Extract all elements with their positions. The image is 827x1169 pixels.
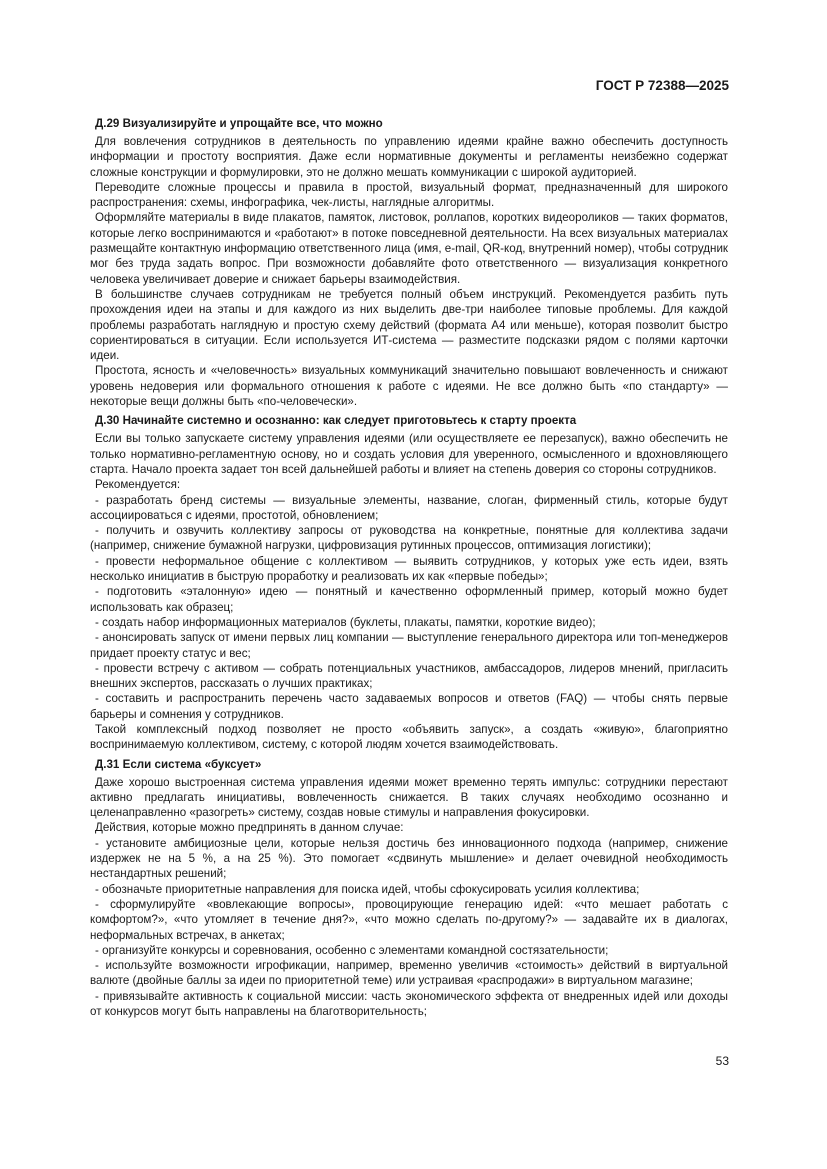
section-d30 (90, 413, 728, 752)
paragraph: В большинстве случаев сотрудникам не требуется полный объем инструкций. Рекомендуется разбить путь прохождения идеи на этапы и для каждого из них выделить две-три наиболее типовые проблемы. Для каждой проблемы разработать наглядную и простую схему действий (формата А4 или меньше), которая позволит быстро сориентироваться в ситуации. Если используется ИТ-система — разместите подсказки рядом с полями карточки идеи. (90, 287, 728, 363)
list-item: - установите амбициозные цели, которые нельзя достичь без инновационного подхода (например, снижение издержек не на 5 %, а на 25 %). Это помогает «сдвинуть мышление» и делает очевидной необходимость нестандартных решений; (90, 836, 728, 881)
list-item: - привязывайте активность к социальной миссии: часть экономического эффекта от внедренных идей или доходы от конкурсов могут быть направлены на благотворительность; (90, 989, 728, 1019)
list-item: - обозначьте приоритетные направления для поиска идей, чтобы сфокусировать усилия коллектива; (95, 882, 640, 896)
section-d31 (90, 757, 728, 1020)
list-item: - провести неформальное общение с коллективом — выявить сотрудников, у которых уже есть идеи, взять несколько инициатив в быструю проработку и реализовать их как «первые победы»; (90, 554, 728, 584)
list-item: - анонсировать запуск от имени первых лиц компании — выступление генерального директора или топ-менеджеров придает проекту статус и вес; (90, 631, 728, 660)
list-item: - подготовить «эталонную» идею — понятный и качественно оформленный пример, который можно будет использовать как образец; (90, 585, 728, 614)
list-item: - получить и озвучить коллективу запросы от руководства на конкретные, понятные для коллектива задачи (например, снижение бумажной нагрузки, цифровизация рутинных процессов, оптимизация логистики); (90, 524, 728, 553)
paragraph: Такой комплексный подход позволяет не просто «объявить запуск», а создать «живую», благоприятно воспринимаемую коллективом, систему, с которой людям хочется взаимодействовать. (90, 722, 728, 752)
list-item: - организуйте конкурсы и соревнования, особенно с элементами командной состязательности; (95, 943, 609, 957)
paragraph: Даже хорошо выстроенная система управления идеями может временно терять импульс: сотрудники перестают активно предлагать инициативы, вовлеченность снижается. В таких случаях необходимо осознанно и целенаправленно «разогреть» систему, создав новые стимулы и направления фокусировки. (90, 775, 728, 820)
section-d29 (90, 116, 728, 409)
section-heading: Д.30 Начинайте системно и осознанно: как следует приготовьтесь к старту проекта (95, 414, 577, 428)
paragraph: Если вы только запускаете систему управления идеями (или осуществляете ее перезапуск), важно обеспечить не только нормативно-регламентную основу, но и создать условия для уверенного, осмысленного и вдохновляющего старта. Начало проекта задает тон всей дальнейшей работы и влияет на степень доверия со стороны сотрудников. (90, 432, 728, 476)
list-item: - составить и распространить перечень часто задаваемых вопросов и ответов (FAQ) — чтобы снять первые барьеры и сомнения у сотрудников. (90, 692, 728, 721)
paragraph: Для вовлечения сотрудников в деятельность по управлению идеями крайне важно обеспечить доступность информации и простоту восприятия. Даже если нормативные документы и регламенты неизбежно содержат сложные конструкции и формулировки, это не должно мешать коммуникации с широкой аудиторией. (90, 135, 728, 179)
list-item: - провести встречу с активом — собрать потенциальных участников, амбассадоров, лидеров мнений, пригласить внешних экспертов, рассказать о лучших практиках; (90, 661, 728, 691)
list-item: - разработать бренд системы — визуальные элементы, название, слоган, фирменный стиль, которые будут ассоциироваться с идеями, простотой, обновлением; (90, 493, 728, 522)
page-number: 53 (715, 1054, 729, 1068)
paragraph: Рекомендуется: (95, 478, 181, 492)
section-heading: Д.31 Если система «буксует» (95, 757, 262, 771)
document-body (90, 116, 728, 1023)
paragraph: Действия, которые можно предпринять в данном случае: (95, 821, 404, 835)
paragraph: Переводите сложные процессы и правила в простой, визуальный формат, предназначенный для широкого распространения: схемы, инфографика, чек-листы, наглядные алгоритмы. (90, 180, 728, 210)
paragraph: Оформляйте материалы в виде плакатов, памяток, листовок, роллапов, коротких видеороликов — таких форматов, которые легко воспринимаются и «работают» в потоке повседневной деятельности. На всех визуальных материалах размещайте контактную информацию ответственного лица (имя, e-mail, QR-код, внутренний номер), чтобы сотрудник мог без труда задать вопрос. При возможности добавляйте фото ответственного — визуализация конкретного человека увеличивает доверие и снижает барьеры взаимодействия. (90, 211, 728, 286)
list-item: - создать набор информационных материалов (буклеты, плакаты, памятки, короткие видео); (95, 615, 596, 629)
list-item: - сформулируйте «вовлекающие вопросы», провоцирующие генерацию идей: «что мешает работать с комфортом?», «что утомляет в течение дня?», «что можно сделать по-другому?» — задавайте их в диалогах, неформальных встречах, в анкетах; (90, 897, 728, 942)
document-id: ГОСТ Р 72388—2025 (595, 78, 729, 93)
paragraph: Простота, ясность и «человечность» визуальных коммуникаций значительно повышают вовлеченность и снижают уровень недоверия или формального отношения к работе с идеями. Не все должно быть «по стандарту» — некоторые вещи должны быть «по-человечески». (90, 364, 728, 409)
list-item: - используйте возможности игрофикации, например, временно увеличив «стоимость» действий в виртуальной валюте (двойные баллы за идеи по приоритетной теме) или устраивая «распродажи» в виртуальном магазине; (90, 959, 728, 988)
section-heading: Д.29 Визуализируйте и упрощайте все, что можно (95, 117, 383, 130)
